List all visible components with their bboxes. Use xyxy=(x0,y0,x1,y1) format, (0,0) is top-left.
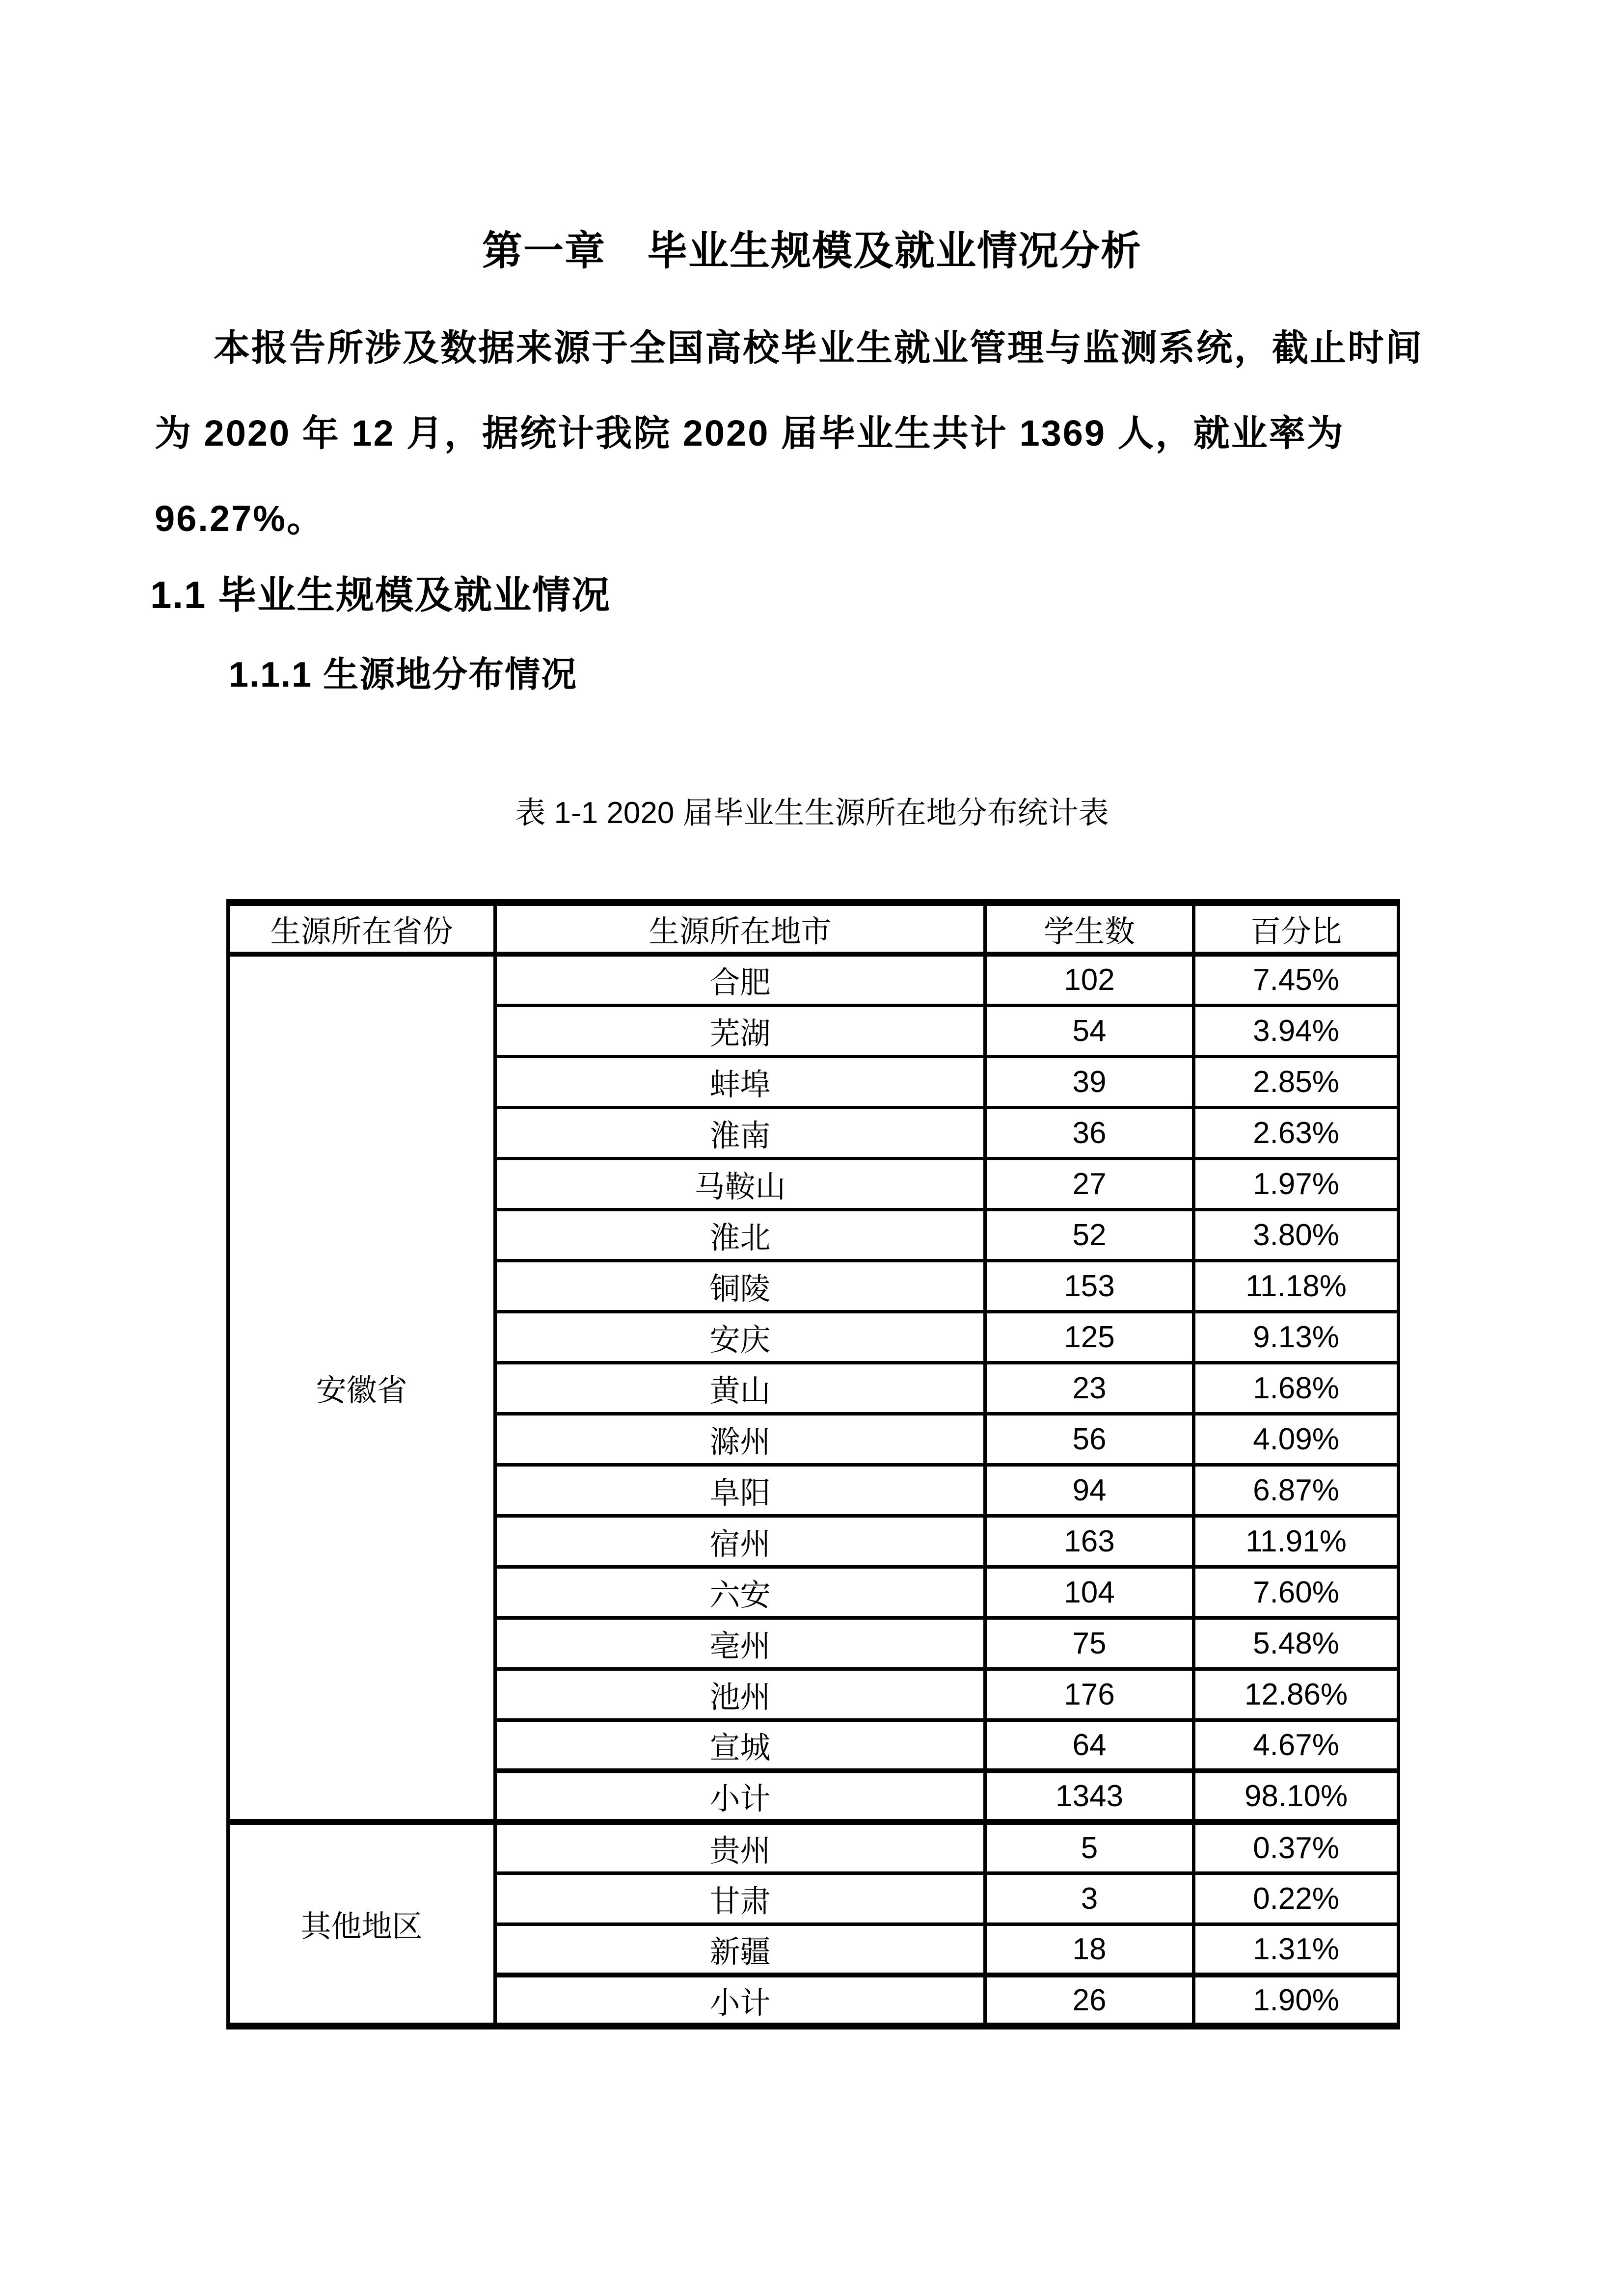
city-cell: 安庆 xyxy=(495,1311,985,1362)
table-row xyxy=(228,954,1399,1005)
city-cell: 黄山 xyxy=(495,1362,985,1414)
table-row xyxy=(228,1822,1399,1873)
city-cell: 宿州 xyxy=(495,1516,985,1567)
city-cell: 阜阳 xyxy=(495,1465,985,1516)
city-cell: 铜陵 xyxy=(495,1260,985,1311)
table-body xyxy=(228,954,1399,2026)
city-cell: 甘肃 xyxy=(495,1873,985,1924)
city-cell: 小计 xyxy=(495,1975,985,2026)
city-cell: 淮北 xyxy=(495,1209,985,1260)
city-cell: 贵州 xyxy=(495,1822,985,1873)
count-cell: 27 xyxy=(985,1158,1194,1209)
percent-cell: 5.48% xyxy=(1194,1618,1399,1669)
count-cell: 125 xyxy=(985,1311,1194,1362)
count-cell: 5 xyxy=(985,1822,1194,1873)
percent-cell: 3.94% xyxy=(1194,1005,1399,1056)
city-cell: 小计 xyxy=(495,1771,985,1822)
city-cell: 宣城 xyxy=(495,1720,985,1771)
count-cell: 39 xyxy=(985,1056,1194,1107)
count-cell: 23 xyxy=(985,1362,1194,1414)
city-cell: 合肥 xyxy=(495,954,985,1005)
percent-cell: 11.91% xyxy=(1194,1516,1399,1567)
section-heading-1-1-1: 1.1.1 生源地分布情况 xyxy=(229,655,578,694)
city-cell: 淮南 xyxy=(495,1107,985,1158)
percent-cell: 11.18% xyxy=(1194,1260,1399,1311)
count-cell: 104 xyxy=(985,1567,1194,1618)
count-cell: 3 xyxy=(985,1873,1194,1924)
percent-cell: 1.90% xyxy=(1194,1975,1399,2026)
count-cell: 75 xyxy=(985,1618,1194,1669)
percent-cell: 3.80% xyxy=(1194,1209,1399,1260)
percent-cell: 7.60% xyxy=(1194,1567,1399,1618)
percent-cell: 1.31% xyxy=(1194,1924,1399,1975)
table-header-row xyxy=(228,903,1399,954)
percent-cell: 2.63% xyxy=(1194,1107,1399,1158)
column-header-city: 生源所在地市 xyxy=(495,903,985,954)
count-cell: 56 xyxy=(985,1414,1194,1465)
count-cell: 54 xyxy=(985,1005,1194,1056)
percent-cell: 0.22% xyxy=(1194,1873,1399,1924)
percent-cell: 4.09% xyxy=(1194,1414,1399,1465)
percent-cell: 98.10% xyxy=(1194,1771,1399,1822)
percent-cell: 2.85% xyxy=(1194,1056,1399,1107)
count-cell: 163 xyxy=(985,1516,1194,1567)
count-cell: 102 xyxy=(985,954,1194,1005)
column-header-province: 生源所在省份 xyxy=(228,903,495,954)
count-cell: 94 xyxy=(985,1465,1194,1516)
table-header xyxy=(228,903,1399,954)
city-cell: 马鞍山 xyxy=(495,1158,985,1209)
section-heading-1-1: 1.1 毕业生规模及就业情况 xyxy=(150,573,611,616)
count-cell: 18 xyxy=(985,1924,1194,1975)
chapter-title: 第一章 毕业生规模及就业情况分析 xyxy=(482,229,1142,273)
count-cell: 36 xyxy=(985,1107,1194,1158)
percent-cell: 12.86% xyxy=(1194,1669,1399,1720)
count-cell: 176 xyxy=(985,1669,1194,1720)
percent-cell: 7.45% xyxy=(1194,954,1399,1005)
city-cell: 滁州 xyxy=(495,1414,985,1465)
percent-cell: 6.87% xyxy=(1194,1465,1399,1516)
province-cell: 其他地区 xyxy=(228,1822,495,2026)
count-cell: 52 xyxy=(985,1209,1194,1260)
province-cell: 安徽省 xyxy=(228,954,495,1822)
percent-cell: 4.67% xyxy=(1194,1720,1399,1771)
city-cell: 亳州 xyxy=(495,1618,985,1669)
city-cell: 新疆 xyxy=(495,1924,985,1975)
paragraph-line-1: 本报告所涉及数据来源于全国高校毕业生就业管理与监测系统，截止时间 xyxy=(214,327,1423,368)
table-caption: 表 1-1 2020 届毕业生生源所在地分布统计表 xyxy=(515,796,1109,830)
city-cell: 六安 xyxy=(495,1567,985,1618)
count-cell: 1343 xyxy=(985,1771,1194,1822)
origin-distribution-table xyxy=(226,899,1400,2029)
percent-cell: 1.97% xyxy=(1194,1158,1399,1209)
percent-cell: 1.68% xyxy=(1194,1362,1399,1414)
count-cell: 153 xyxy=(985,1260,1194,1311)
column-header-count: 学生数 xyxy=(985,903,1194,954)
count-cell: 26 xyxy=(985,1975,1194,2026)
column-header-percent: 百分比 xyxy=(1194,903,1399,954)
percent-cell: 9.13% xyxy=(1194,1311,1399,1362)
paragraph-line-3: 96.27%。 xyxy=(155,498,325,539)
city-cell: 池州 xyxy=(495,1669,985,1720)
city-cell: 蚌埠 xyxy=(495,1056,985,1107)
count-cell: 64 xyxy=(985,1720,1194,1771)
percent-cell: 0.37% xyxy=(1194,1822,1399,1873)
paragraph-line-2: 为 2020 年 12 月，据统计我院 2020 届毕业生共计 1369 人，就业率为 xyxy=(155,413,1345,454)
city-cell: 芜湖 xyxy=(495,1005,985,1056)
